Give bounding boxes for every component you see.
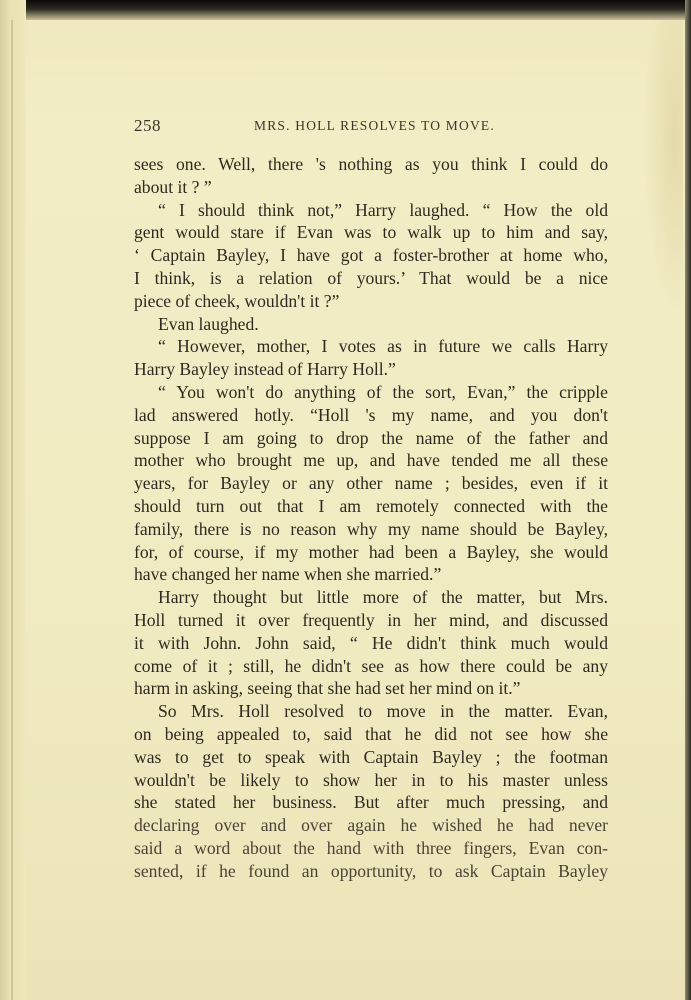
text-line: Holl turned it over frequently in her mind, and discussed — [134, 609, 608, 630]
text-line: “ I should think not,” Harry laughed. “ How the old — [158, 199, 608, 220]
text-line: family, there is no reason why my name should be Bayley, — [134, 518, 608, 539]
text-line: So Mrs. Holl resolved to move in the matter. Evan, — [158, 701, 608, 722]
text-line: Evan laughed. — [158, 313, 259, 334]
text-line: sented, if he found an opportunity, to ask Captain Bayley — [134, 860, 608, 881]
text-line: Harry Bayley instead of Harry Holl.” — [134, 359, 396, 380]
page-right-edge — [685, 0, 691, 1000]
page-top-edge-shadow — [0, 0, 691, 20]
text-line: said a word about the hand with three fingers, Evan con- — [134, 837, 608, 858]
text-line: “ However, mother, I votes as in future we calls Harry — [158, 336, 608, 357]
text-line: declaring over and over again he wished he had never — [134, 815, 608, 836]
text-line: years, for Bayley or any other name ; besides, even if it — [134, 473, 608, 494]
page-number: 258 — [134, 116, 161, 135]
text-line: harm in asking, seeing that she had set her mind on it.” — [134, 678, 521, 699]
text-line: gent would stare if Evan was to walk up to him and say, — [134, 222, 608, 243]
text-line: about it ? ” — [134, 176, 212, 197]
text-line: wouldn't be likely to show her in to his master unless — [134, 769, 608, 790]
text-line: it with John. John said, “ He didn't think much would — [134, 632, 608, 653]
text-line: come of it ; still, he didn't see as how there could be any — [134, 655, 608, 676]
body-text — [134, 153, 608, 883]
text-line: ‘ Captain Bayley, I have got a foster-brother at home who, — [134, 245, 608, 266]
text-line: she stated her business. But after much pressing, and — [134, 792, 608, 813]
text-line: lad answered hotly. “Holl 's my name, and you don't — [134, 404, 608, 425]
text-line: for, of course, if my mother had been a Bayley, she would — [134, 541, 608, 562]
text-line: sees one. Well, there 's nothing as you think I could do — [134, 154, 608, 174]
text-line: I think, is a relation of yours.’ That would be a nice — [134, 267, 608, 288]
text-line: on being appealed to, said that he did not see how she — [134, 723, 608, 744]
text-line: “ You won't do anything of the sort, Evan,” the cripple — [158, 381, 608, 402]
binding-rule — [11, 20, 13, 1000]
page-header — [134, 116, 506, 138]
text-line: piece of cheek, wouldn't it ?” — [134, 290, 340, 311]
running-head: MRS. HOLL RESOLVES TO MOVE. — [254, 118, 495, 133]
text-line: suppose I am going to drop the name of the father and — [134, 427, 608, 448]
text-line: Harry thought but little more of the matter, but Mrs. — [158, 587, 608, 608]
text-line: have changed her name when she married.” — [134, 564, 442, 585]
text-line: was to get to speak with Captain Bayley ; the footman — [134, 746, 608, 767]
text-line: should turn out that I am remotely connected with the — [134, 495, 608, 516]
page-left-margin — [0, 0, 26, 1000]
paper-stain — [643, 20, 683, 320]
text-line: mother who brought me up, and have tended me all these — [134, 450, 608, 471]
